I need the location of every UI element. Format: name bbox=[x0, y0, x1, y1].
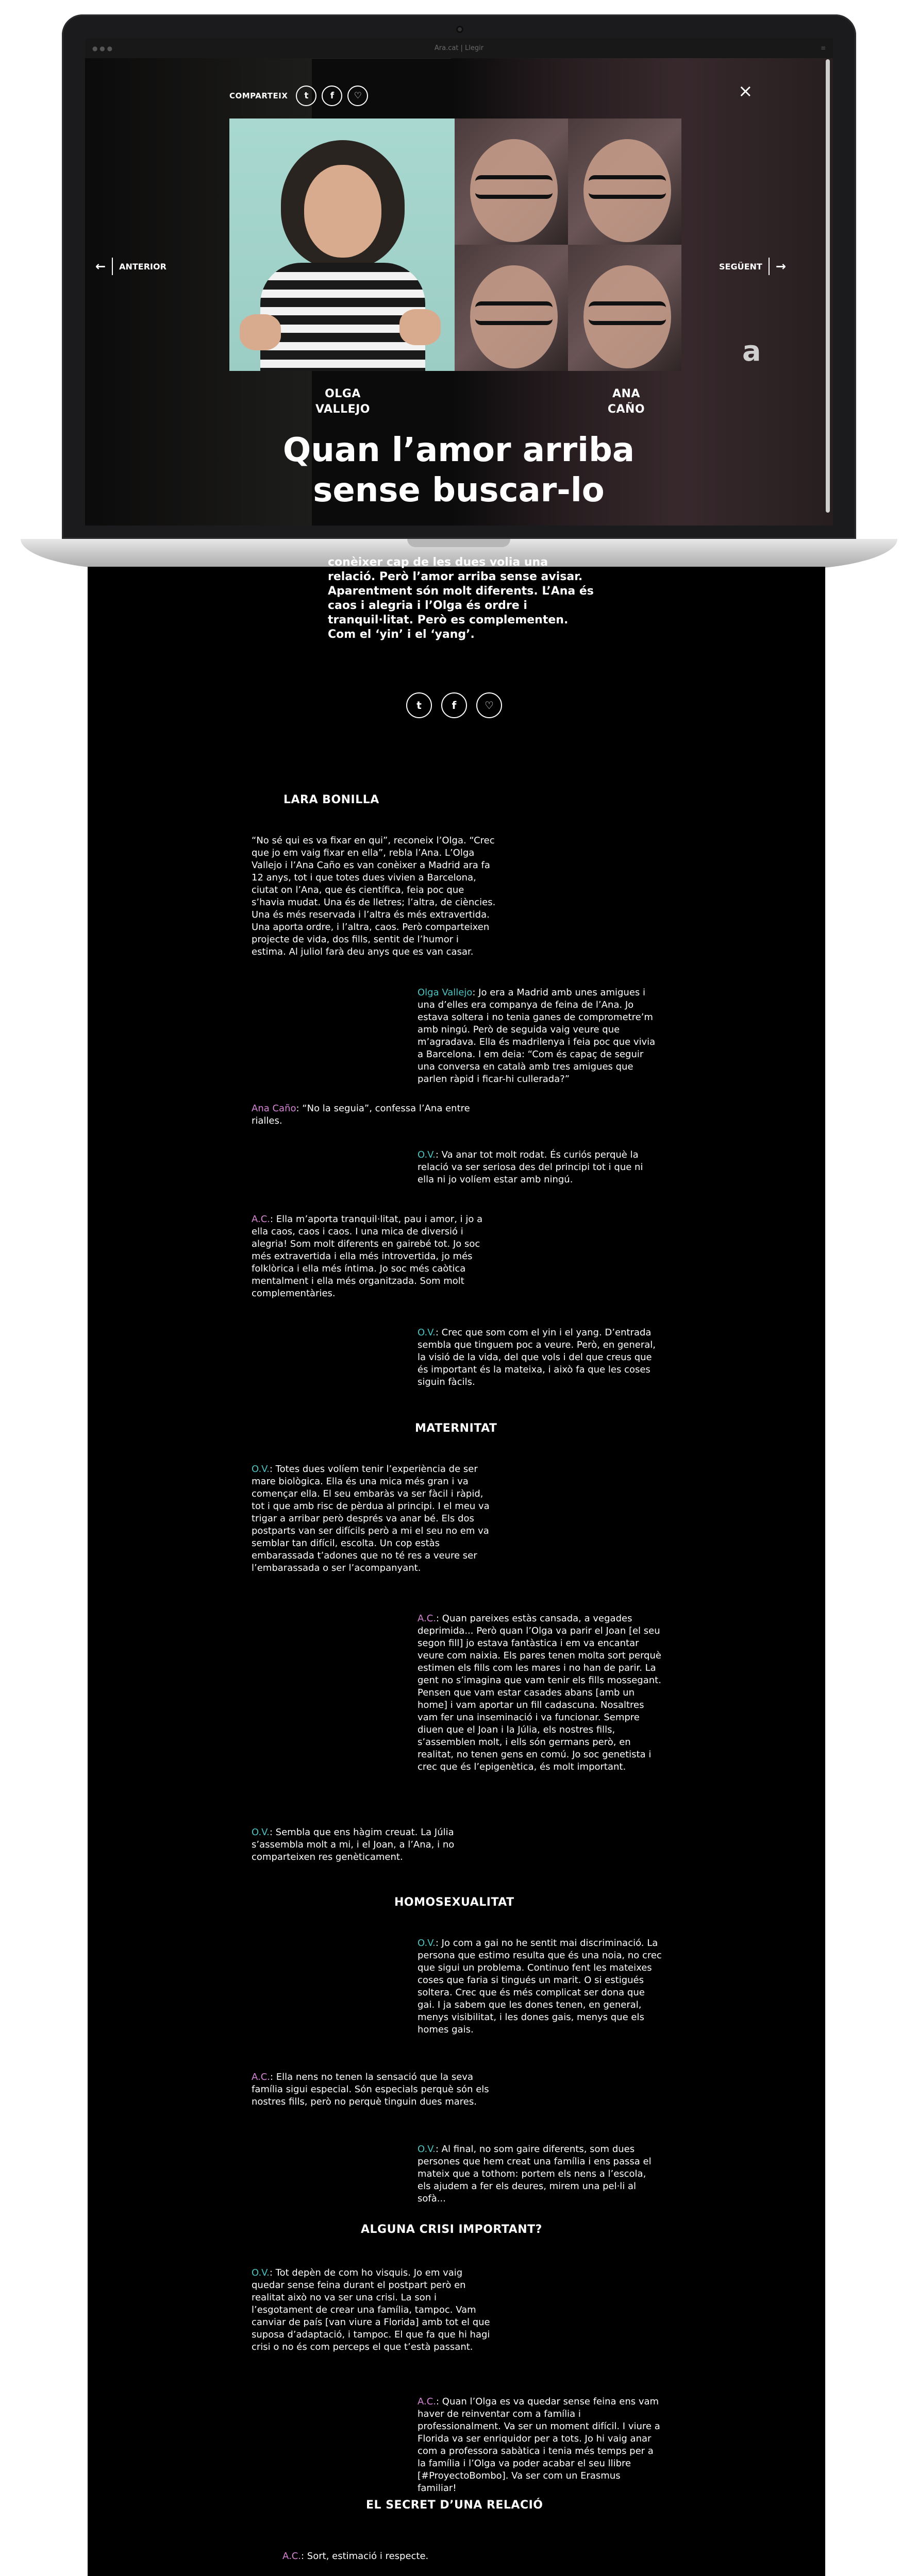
share-bar-bottom bbox=[406, 692, 502, 718]
section-heading: HOMOSEXUALITAT bbox=[394, 1896, 514, 1909]
twitter-icon[interactable]: t bbox=[406, 692, 432, 718]
photo-striped-shirt bbox=[260, 263, 425, 371]
laptop-screen bbox=[85, 39, 833, 526]
heart-icon[interactable]: ♡ bbox=[476, 692, 502, 718]
paragraph: O.V.: Totes dues volíem tenir l’experiència de ser mare biològica. Ella és una mica més gran i va començar ella. El seu embaràs va ser fàcil i ràpid, tot i que amb risc de pèrdua al principi. I el meu va trigar a arribar però després va anar bé. Els dos postparts van ser difícils però a mi el seu no em va semblar tan difícil, escolta. Un cop estàs embarassada t’adones que no té res a veure ser l’embarassada o ser l’acompanyant. bbox=[252, 1464, 490, 1573]
speaker-label: Ana Caño bbox=[252, 1103, 296, 1114]
paragraph: A.C.: Ella m’aporta tranquil·litat, pau i amor, i jo a ella caos, caos i caos. I una mica de diversió i alegria! Som molt diferents en gairebé tot. Jo soc més extravertida i ella més introvertida, jo més folklòrica i ella més íntima. Jo soc més caòtica mentalment i ella més organitzada. Som molt complementàries. bbox=[252, 1214, 483, 1299]
paragraph: O.V.: Tot depèn de com ho visquis. Jo em vaig quedar sense feina durant el postpart però en realitat això no va ser una crisi. La son i l’esgotament de crear una família, tampoc. Vam canviar de país [van viure a Florida] amb tot el que suposa d’adaptació, i tampoc. El que fa que hi hagi crisi o no és com perceps el que t’està passant. bbox=[252, 2267, 490, 2352]
speaker-label: O.V. bbox=[252, 1464, 270, 1475]
photo-tile bbox=[455, 245, 568, 371]
photo-tile bbox=[568, 245, 681, 371]
section-heading: EL SECRET D’UNA RELACIÓ bbox=[366, 2499, 543, 2512]
paragraph: Ana Caño: “No la seguia”, confessa l’Ana entre rialles. bbox=[252, 1103, 470, 1126]
article-title: Quan l’amor arriba sense buscar-lo bbox=[282, 431, 635, 510]
photo-olga-vallejo bbox=[229, 118, 455, 371]
person-name-ana: ANA CAÑO bbox=[607, 387, 645, 416]
browser-title: Ara.cat | Llegir bbox=[434, 44, 484, 52]
window-controls-icon[interactable]: ● ● ● bbox=[92, 45, 113, 52]
paragraph: A.C.: Quan pareixes estàs cansada, a vegades deprimida... Però quan l’Olga va parir el Joan [el seu segon fill] jo estava fantàstica i em va encantar veure com naixia. Els pares tenen molta sort perquè estimen els fills com les mares i no han de parir. La gent no s’imagina que vam tenir els fills mossegant. Pensen que vam estar casades abans [amb un home] i vam aportar un fill cadascuna. Nosaltres vam fer una inseminació i va funcionar. Sempre diuen que el Joan i la Júlia, els nostres fills, s’assemblen molt, i ells són germans però, en realitat, no tenen gens en comú. Jo soc genetista i crec que és l’epigenètica, és molt important. bbox=[418, 1613, 661, 1772]
close-icon[interactable]: × bbox=[738, 81, 753, 101]
speaker-label: Olga Vallejo bbox=[418, 987, 473, 998]
speaker-label: O.V. bbox=[252, 1827, 270, 1838]
speaker-label: O.V. bbox=[418, 1938, 436, 1948]
speaker-label: O.V. bbox=[418, 1149, 436, 1160]
photo-tile bbox=[455, 118, 568, 245]
speaker-label: A.C. bbox=[282, 2551, 302, 2562]
article-body bbox=[88, 556, 825, 2576]
speaker-label: A.C. bbox=[252, 1214, 271, 1225]
browser-menu-icon[interactable]: ≡ bbox=[820, 44, 826, 52]
browser-bar bbox=[85, 39, 833, 59]
arrow-left-icon: ← bbox=[95, 259, 106, 274]
paragraph: O.V.: Sembla que ens hàgim creuat. La Júlia s’assembla molt a mi, i el Joan, a l’Ana, i no comparteixen res genèticament. bbox=[252, 1827, 455, 1862]
watermark-letter: a bbox=[742, 335, 761, 367]
heart-icon[interactable]: ♡ bbox=[347, 86, 368, 106]
speaker-label: O.V. bbox=[252, 2267, 270, 2278]
divider bbox=[769, 258, 770, 275]
arrow-right-icon: → bbox=[775, 259, 786, 274]
speaker-label: A.C. bbox=[418, 1613, 437, 1624]
person-name-olga: OLGA VALLEJO bbox=[315, 387, 370, 416]
paragraph: A.C.: Sort, estimació i respecte. bbox=[282, 2551, 429, 2562]
photo-face bbox=[304, 165, 381, 258]
paragraph: O.V.: Jo com a gai no he sentit mai discriminació. La persona que estimo resulta que és una noia, no crec que sigui un problema. Continuo fent les mateixes coses que faria si tingués un marit. O si estigués soltera. Crec que és més complicat ser dona que gai. I ja sabem que les dones tenen, en general, menys visibilitat, i les dones gais, menys que els homes gais. bbox=[418, 1938, 662, 2035]
laptop-notch bbox=[407, 539, 510, 547]
paragraph: O.V.: Crec que som com el yin i el yang. D’entrada sembla que tinguem poc a veure. Però, en general, la visió de la vida, del que vols i del que creus que és important és la mateixa, i això fa que les coses siguin fàcils. bbox=[418, 1327, 656, 1387]
share-bar bbox=[229, 86, 368, 106]
share-label: COMPARTEIX bbox=[229, 91, 288, 100]
paragraph: A.C.: Ella nens no tenen la sensació que la seva família sigui especial. Són especials perquè són els nostres fills, però no perquè tinguin dues mares. bbox=[252, 2072, 489, 2107]
prev-button[interactable] bbox=[95, 258, 166, 275]
speaker-label: A.C. bbox=[252, 2072, 271, 2082]
photo-hand bbox=[240, 314, 281, 350]
paragraph: Olga Vallejo: Jo era a Madrid amb unes amigues i una d’elles era companya de feina de l’Ana. Jo estava soltera i no tenia ganes de comprometre’m amb ningú. Però de seguida vaig veure que m’agradava. Ella és madrilenya i feia poc que vivia a Barcelona. I em deia: “Com és capaç de seguir una conversa en català amb tres amigues que parlen ràpid i ficar-hi cullerada?” bbox=[418, 987, 656, 1084]
facebook-icon[interactable]: f bbox=[441, 692, 467, 718]
paragraph: O.V.: Al final, no som gaire diferents, som dues persones que hem creat una família i ens passa el mateix que a tothom: portem els nens a l’escola, els ajudem a fer els deures, mirem una pel·li al sofà... bbox=[418, 2144, 652, 2204]
prev-label: ANTERIOR bbox=[119, 261, 166, 272]
next-label: SEGÜENT bbox=[719, 261, 762, 272]
byline: LARA BONILLA bbox=[283, 793, 379, 806]
twitter-icon[interactable]: t bbox=[296, 86, 316, 106]
photo-ana-cano-grid bbox=[455, 118, 681, 371]
facebook-icon[interactable]: f bbox=[322, 86, 342, 106]
speaker-label: A.C. bbox=[418, 2396, 437, 2407]
speaker-label: O.V. bbox=[418, 2144, 436, 2155]
section-heading: MATERNITAT bbox=[415, 1422, 497, 1435]
intro-text: conèixer cap de les dues volia una relació. Però l’amor arriba sense avisar. Aparentment són molt diferents. L’Ana és caos i alegria i l’Olga és ordre i tranquil·litat. Però es complementen. Com el ‘yin’ i el ‘yang’. bbox=[328, 556, 594, 641]
scrollbar[interactable] bbox=[826, 59, 830, 513]
photo-hand bbox=[399, 309, 441, 345]
paragraph: O.V.: Va anar tot molt rodat. És curiós perquè la relació va ser seriosa des del principi tot i que ni ella ni jo volíem estar amb ningú. bbox=[418, 1149, 643, 1185]
divider bbox=[112, 258, 113, 275]
speaker-label: O.V. bbox=[418, 1327, 436, 1338]
photo-tile bbox=[568, 118, 681, 245]
camera-icon bbox=[456, 26, 463, 33]
section-heading: ALGUNA CRISI IMPORTANT? bbox=[361, 2223, 542, 2236]
paragraph: “No sé qui es va fixar en qui”, reconeix l’Olga. “Crec que jo em vaig fixar en ella”, rebla l’Ana. L’Olga Vallejo i l’Ana Caño es van conèixer a Madrid ara fa 12 anys, tot i que totes dues vivien a Barcelona, ciutat on l’Ana, que és científica, feia poc que s’havia mudat. Una és de lletres; l’altra, de ciències. Una és més reservada i l’altra és més extravertida. Una aporta ordre, i l’altra, caos. Però comparteixen projecte de vida, dos fills, sentit de l’humor i estima. Al juliol farà deu anys que es van casar. bbox=[252, 835, 496, 957]
next-button[interactable] bbox=[719, 258, 786, 275]
paragraph: A.C.: Quan l’Olga es va quedar sense feina ens vam haver de reinventar com a família i professionalment. Va ser un moment difícil. I viure a Florida va ser enriquidor per a tots. Jo hi vaig anar com a professora sabàtica i tenia més temps per a la família i l’Olga va poder acabar el seu llibre [#ProyectoBombo]. Va ser com un Erasmus familiar! bbox=[418, 2396, 660, 2494]
